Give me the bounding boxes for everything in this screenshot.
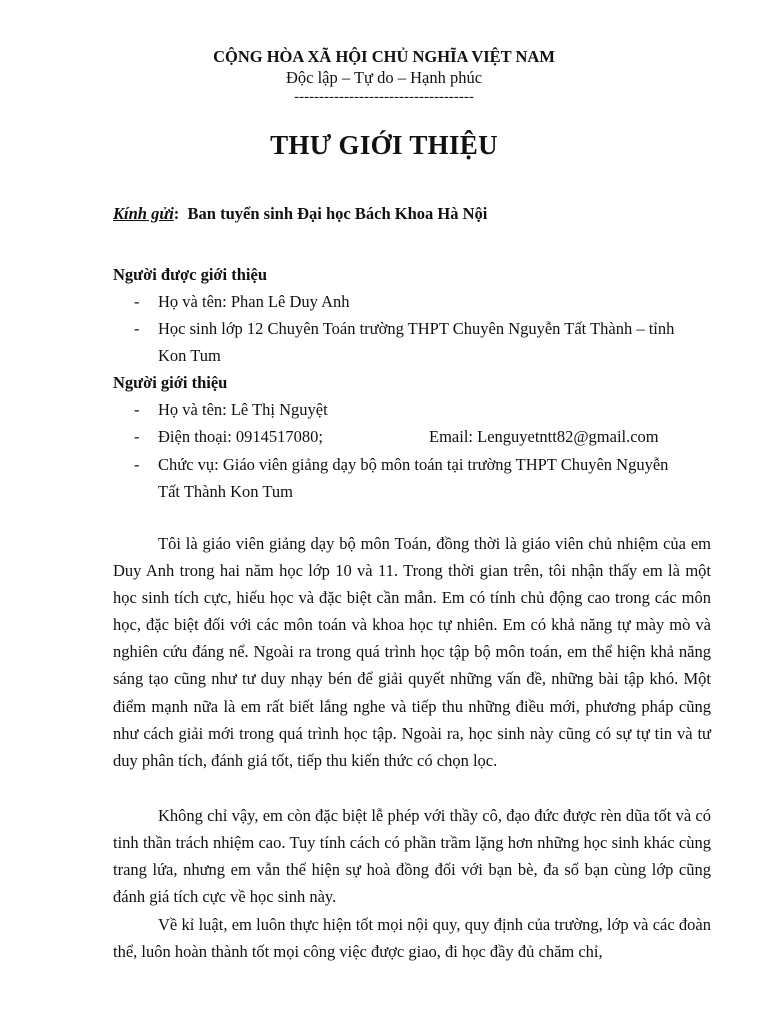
introduced-name: Họ và tên: Phan Lê Duy Anh — [158, 292, 350, 311]
introducer-position-line1: Chức vụ: Giáo viên giảng dạy bộ môn toán tại trường THPT Chuyên Nguyễn — [158, 455, 669, 474]
introducer-position-line2: Tất Thành Kon Tum — [158, 482, 293, 501]
recipient-value: Ban tuyển sinh Đại học Bách Khoa Hà Nội — [187, 204, 488, 223]
introduced-heading: Người được giới thiệu — [113, 265, 268, 284]
national-title: CỘNG HÒA XÃ HỘI CHỦ NGHĨA VIỆT NAM — [213, 47, 555, 66]
body-paragraph-1 — [113, 530, 711, 774]
introducer-phone: Điện thoại: 0914517080; — [158, 427, 323, 446]
paragraph-text: Không chỉ vậy, em còn đặc biệt lễ phép với thầy cô, đạo đức được rèn dũa tốt và có tinh thần trách nhiệm cao. Tuy tính cách có phần trầm lặng hơn những học sinh khác cùng trang lứa, nhưng em vẫn thể hiện sự hoà đồng đối với bạn bè, đa số bạn cùng lớp cũng đánh giá tích cực về học sinh này. — [113, 806, 711, 907]
body-paragraph-2 — [113, 802, 711, 910]
recipient-label: Kính gửi — [113, 204, 174, 223]
bullet-dash: - — [134, 400, 140, 419]
introducer-email[interactable]: Email: Lenguyetntt82@gmail.com — [429, 427, 659, 446]
national-motto: Độc lập – Tự do – Hạnh phúc — [285, 68, 483, 87]
body-paragraph-3 — [113, 911, 711, 965]
letter-title: THƯ GIỚI THIỆU — [270, 130, 498, 160]
bullet-dash: - — [134, 427, 140, 446]
recipient-line — [113, 204, 487, 224]
introducer-heading: Người giới thiệu — [113, 373, 228, 392]
bullet-dash: - — [134, 319, 140, 338]
recipient-colon: : — [173, 204, 180, 223]
introduced-school-line2: Kon Tum — [158, 346, 221, 365]
bullet-dash: - — [134, 292, 140, 311]
introducer-name: Họ và tên: Lê Thị Nguyệt — [158, 400, 328, 419]
paragraph-text: Về kỉ luật, em luôn thực hiện tốt mọi nội quy, quy định của trường, lớp và các đoàn thể, luôn hoàn thành tốt mọi công việc được giao, đi học đầy đủ chăm chỉ, — [113, 915, 711, 962]
bullet-dash: - — [134, 455, 140, 474]
introduced-school-line1: Học sinh lớp 12 Chuyên Toán trường THPT Chuyên Nguyễn Tất Thành – tỉnh — [158, 319, 675, 338]
paragraph-text: Tôi là giáo viên giảng dạy bộ môn Toán, đồng thời là giáo viên chủ nhiệm của em Duy Anh trong hai năm học lớp 10 và 11. Trong thời gian trên, tôi nhận thấy em là một học sinh tích cực, hiếu học và đặc biệt cần mẫn. Em có tính chủ động cao trong các môn học, đặc biệt đối với các môn toán và khoa học tự nhiên. Em có khả năng tự mày mò và nghiên cứu đáng nể. Ngoài ra trong quá trình học tập bộ môn toán, em thể hiện khả năng sáng tạo cũng như tư duy nhạy bén để giải quyết những vấn đề, những bài tập khó. Một điểm mạnh nữa là em rất biết lắng nghe và tiếp thu những điều mới, phương pháp cũng như cách giải mới trong quá trình học tập. Ngoài ra, học sinh này cũng có sự tự tin và tư duy phân tích, đánh giá tốt, tiếp thu kiến thức có chọn lọc. — [113, 534, 711, 770]
header-separator: ------------------------------------ — [294, 89, 474, 105]
